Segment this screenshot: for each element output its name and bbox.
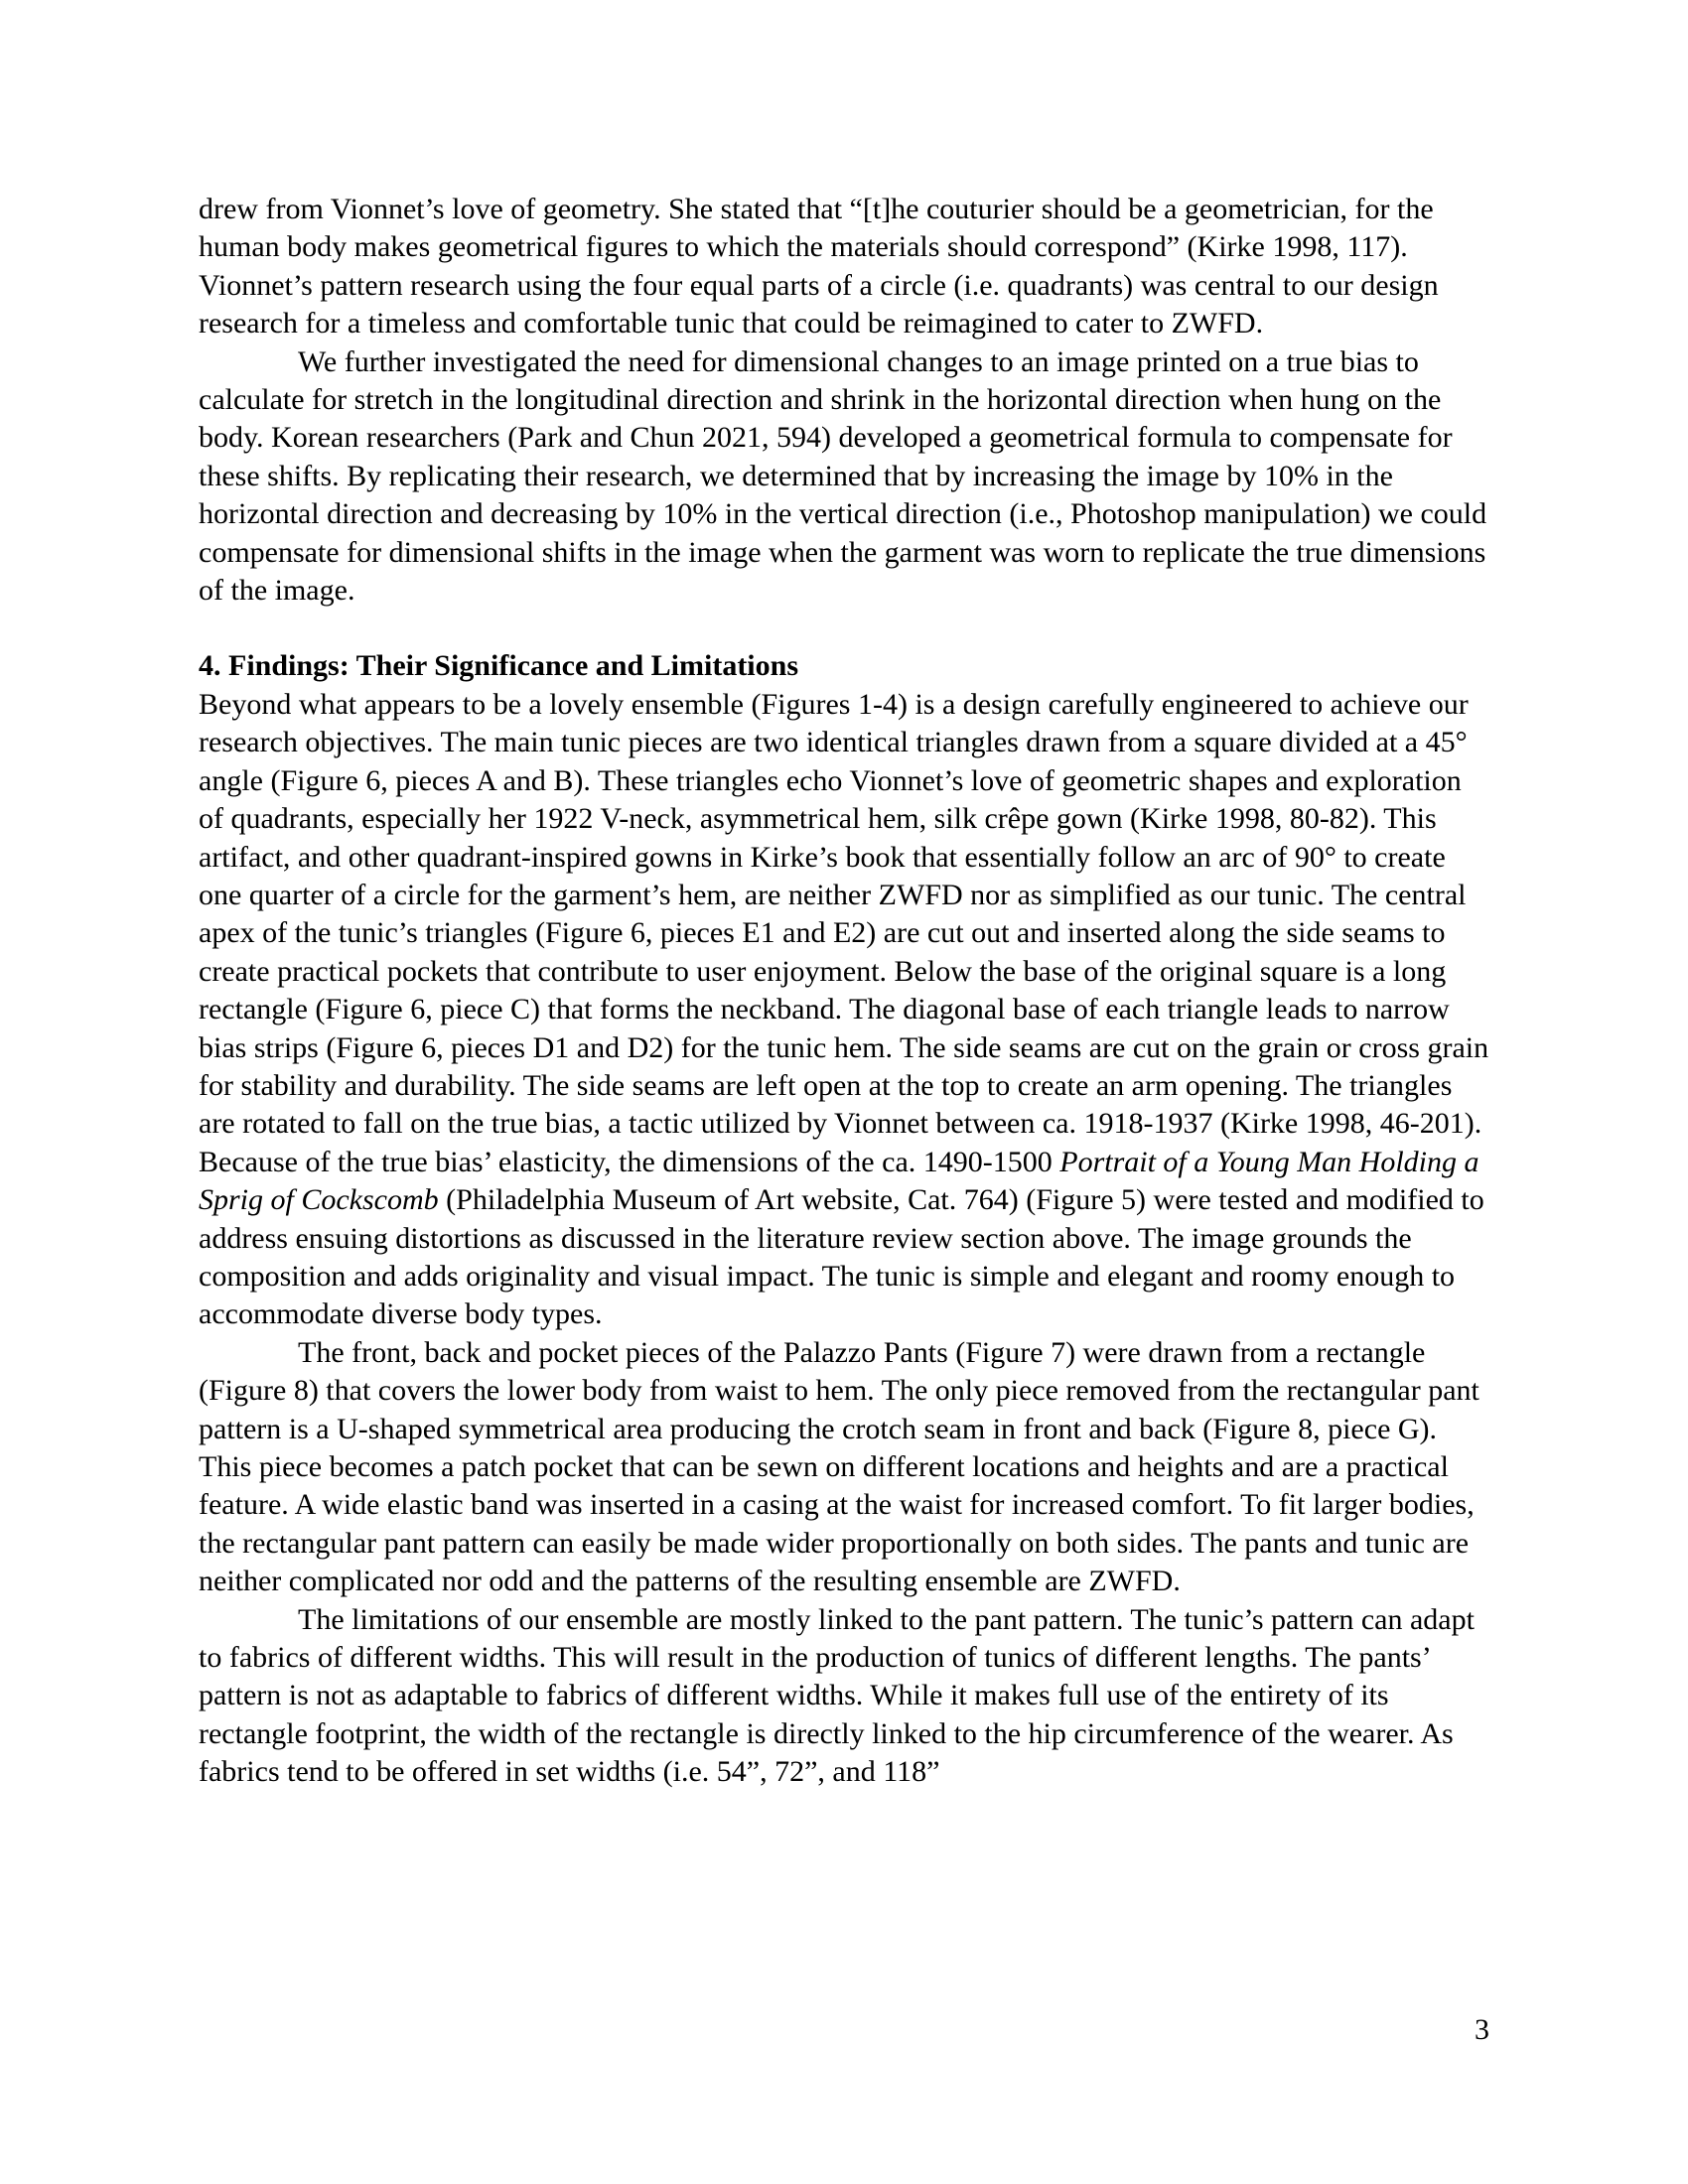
artwork-title: Portrait of a Young Man Holding a Sprig of Cockscomb — [199, 1145, 1479, 1217]
paragraph-palazzo-pants: The front, back and pocket pieces of the Palazzo Pants (Figure 7) were drawn from a rectangle (Figure 8) that covers the lower body from waist to hem. The only piece removed from the rectangular pant pattern is a U-shaped symmetrical area producing the crotch seam in front and back (Figure 8, piece G). This piece becomes a patch pocket that can be sewn on different locations and heights and are a practical feature. A wide elastic band was inserted in a casing at the waist for increased comfort. To fit larger bodies, the rectangular pant pattern can easily be made wider proportionally on both sides. The pants and tunic are neither complicated nor odd and the patterns of the resulting ensemble are ZWFD. — [199, 1335, 1479, 1598]
paragraph-vionnet-geometry: drew from Vionnet’s love of geometry. She stated that “[t]he couturier should be a geometrician, for the human body makes geometrical figures to which the materials should correspond” (Kirke 1998, 117). Vionnet’s pattern research using the four equal parts of a circle (i.e. quadrants) was central to our design research for a timeless and comfortable tunic that could be reimagined to cater to ZWFD. — [199, 193, 1439, 341]
paragraph-tunic-text-2: (Philadelphia Museum of Art website, Cat. 764) (Figure 5) were tested and modified to address ensuing distortions as discussed in the literature review section above. The image grounds the composition and adds originality and visual impact. The tunic is simple and elegant and roomy enough to accommodate diverse body types. — [199, 1183, 1484, 1331]
section-heading: 4. Findings: Their Significance and Limitations — [199, 649, 798, 683]
paragraph-tunic-findings — [199, 686, 1489, 1334]
paragraph-tunic-text-1: Beyond what appears to be a lovely ensemble (Figures 1-4) is a design carefully engineered to achieve our research objectives. The main tunic pieces are two identical triangles drawn from a square divided at a 45° angle (Figure 6, pieces A and B). These triangles echo Vionnet’s love of geometric shapes and exploration of quadrants, especially her 1922 V-neck, asymmetrical hem, silk crêpe gown (Kirke 1998, 80-82). This artifact, and other quadrant-inspired gowns in Kirke’s book that essentially follow an arc of 90° to create one quarter of a circle for the garment’s hem, are neither ZWFD nor as simplified as our tunic. The central apex of the tunic’s triangles (Figure 6, pieces E1 and E2) are cut out and inserted along the side seams to create practical pockets that contribute to user enjoyment. Below the base of the original square is a long rectangle (Figure 6, piece C) that forms the neckband. The diagonal base of each triangle leads to narrow bias strips (Figure 6, pieces D1 and D2) for the tunic hem. The side seams are cut on the grain or cross grain for stability and durability. The side seams are left open at the top to create an arm opening. The triangles are rotated to fall on the true bias, a tactic utilized by Vionnet between ca. 1918-1937 (Kirke 1998, 46-201). Because of the true bias’ elasticity, the dimensions of the ca. 1490-1500 — [199, 687, 1489, 1178]
paragraph-limitations: The limitations of our ensemble are mostly linked to the pant pattern. The tunic’s pattern can adapt to fabrics of different widths. This will result in the production of tunics of different lengths. The pants’ pattern is not as adaptable to fabrics of different widths. While it makes full use of the entirety of its rectangle footprint, the width of the rectangle is directly linked to the hip circumference of the wearer. As fabrics tend to be offered in set widths (i.e. 54”, 72”, and 118” — [199, 1602, 1475, 1789]
paragraph-dimensional-changes: We further investigated the need for dimensional changes to an image printed on a true bias to calculate for stretch in the longitudinal direction and shrink in the horizontal direction when hung on the body. Korean researchers (Park and Chun 2021, 594) developed a geometrical formula to compensate for these shifts. By replicating their research, we determined that by increasing the image by 10% in the horizontal direction and decreasing by 10% in the vertical direction (i.e., Photoshop manipulation) we could compensate for dimensional shifts in the image when the garment was worn to replicate the true dimensions of the image. — [199, 344, 1487, 608]
page-number: 3 — [1475, 2013, 1489, 2046]
body-text — [199, 191, 1489, 1792]
